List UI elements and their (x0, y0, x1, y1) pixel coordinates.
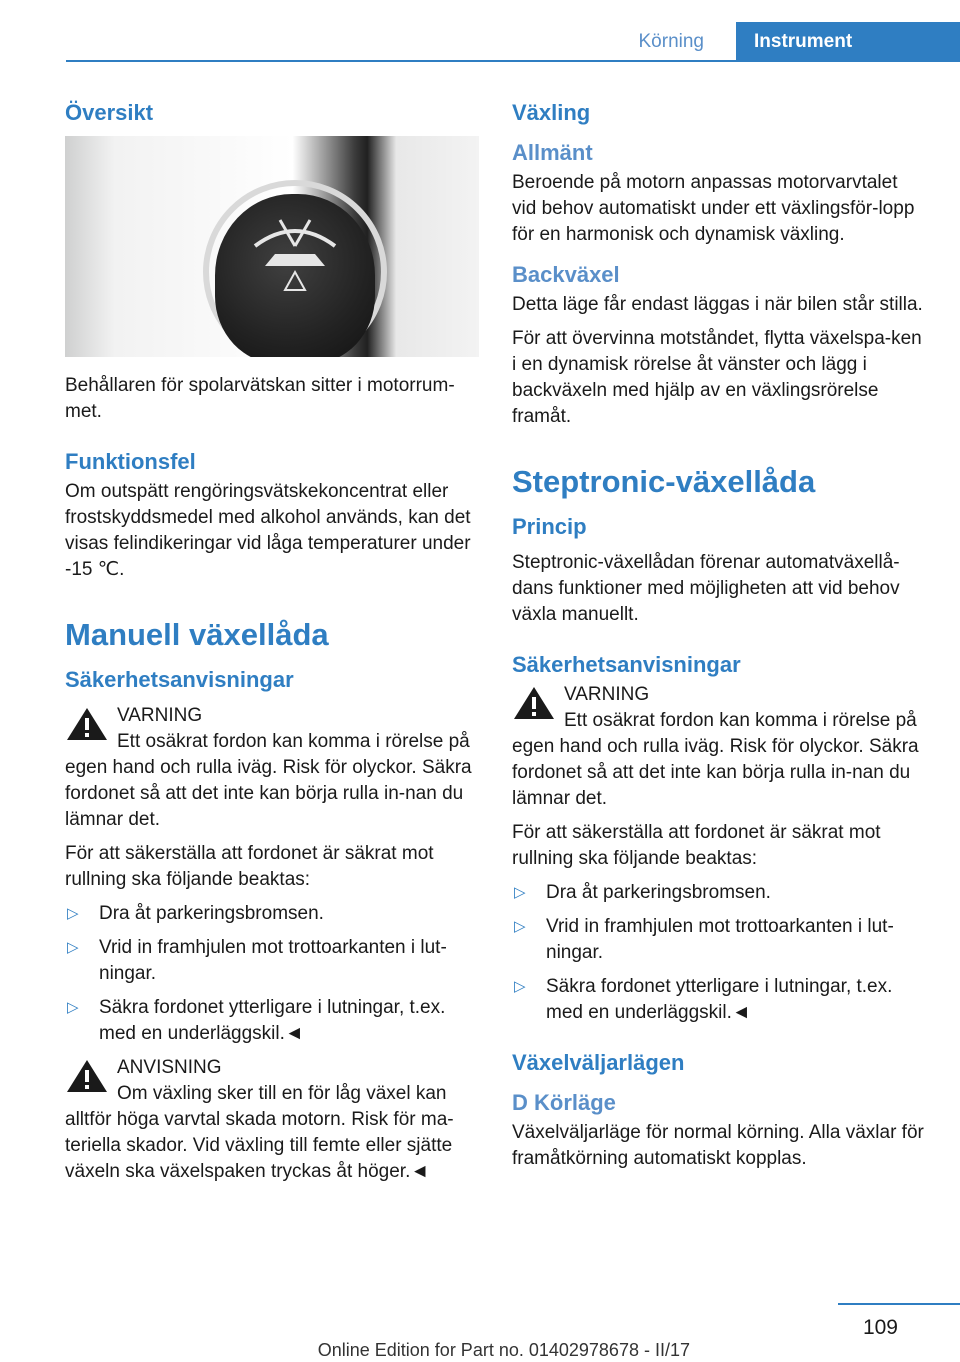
precaution-list-right (512, 880, 927, 1026)
list-item: ▷ Vrid in framhjulen mot trottoarkanten i lut-ningar. (67, 937, 447, 984)
safety-heading: Säkerhetsanvisningar (65, 667, 294, 692)
washer-fluid-cap-photo (65, 136, 479, 357)
warning-triangle-icon (65, 706, 109, 742)
principle-text: Steptronic-växellådan förenar automatväxellå-dans funktioner med möjligheten att vid behov växla manuellt. (512, 552, 900, 625)
precaution-list (65, 901, 479, 1047)
manual-gearbox-heading: Manuell växellåda (65, 617, 329, 652)
header-rule (66, 60, 960, 62)
ensure-text-right: För att säkerställa att fordonet är säkrat mot rullning ska följande beaktas: (512, 822, 881, 869)
warning-triangle-icon (512, 685, 556, 721)
triangle-bullet-icon: ▷ (514, 884, 526, 901)
top-navigation (66, 22, 960, 62)
list-item: ▷ Säkra fordonet ytterligare i lutningar, t.ex. med en underläggskil.◄ (514, 976, 893, 1023)
list-item: ▷ Vrid in framhjulen mot trottoarkanten i lut-ningar. (514, 916, 894, 963)
warning-text: Ett osäkrat fordon kan komma i rörelse på egen hand och rulla iväg. Risk för olyckor. Säkra fordonet så att det inte kan börja rulla in-nan du lämnar det. (65, 731, 472, 830)
triangle-bullet-icon: ▷ (67, 999, 79, 1016)
warning-label: VARNING (117, 705, 203, 726)
triangle-bullet-icon: ▷ (67, 939, 79, 956)
left-column (65, 100, 479, 1193)
shifting-heading: Växling (512, 100, 591, 125)
safety-heading-right: Säkerhetsanvisningar (512, 652, 741, 677)
list-item: ▷ Dra åt parkeringsbromsen. (512, 880, 927, 906)
selector-heading: Växelväljarlägen (512, 1050, 685, 1075)
malfunction-text: Om outspätt rengöringsvätskekoncentrat eller frostskyddsmedel med alkohol används, kan det visas felindikeringar vid låga temperaturer under -15 ℃. (65, 481, 471, 580)
reverse-text-1: Detta läge får endast läggas i när bilen står stilla. (512, 294, 923, 315)
tab-instrument[interactable]: Instrument (736, 22, 960, 62)
notice-label: ANVISNING (117, 1057, 222, 1078)
ensure-text: För att säkerställa att fordonet är säkrat mot rullning ska följande beaktas: (65, 843, 434, 890)
malfunction-heading: Funktionsfel (65, 449, 196, 474)
list-item: ▷ Dra åt parkeringsbromsen. (65, 901, 479, 927)
page-number: 109 (862, 1316, 898, 1339)
warning-label-right: VARNING (564, 684, 650, 705)
reverse-text-2: För att övervinna motståndet, flytta växelspa-ken i en dynamisk rörelse åt vänster och lägg i backväxeln med hjälp av en växlingsrörelse framåt. (512, 328, 922, 427)
washer-symbol-icon (245, 206, 345, 296)
notice-triangle-icon (65, 1058, 109, 1094)
triangle-bullet-icon: ▷ (514, 978, 526, 995)
triangle-bullet-icon: ▷ (514, 918, 526, 935)
overview-text: Behållaren för spolarvätskan sitter i motorrum-met. (65, 375, 455, 422)
footer-rule (838, 1303, 960, 1305)
tab-korning[interactable]: Körning (638, 31, 704, 52)
notice-block (65, 1055, 479, 1081)
steptronic-heading: Steptronic-växellåda (512, 464, 816, 499)
general-text: Beroende på motorn anpassas motorvarvtalet vid behov automatiskt under ett växlingsför-lopp för en harmonisk och dynamisk växling. (512, 172, 915, 245)
triangle-bullet-icon: ▷ (67, 905, 79, 922)
principle-heading: Princip (512, 514, 587, 539)
drive-text: Växelväljarläge för normal körning. Alla växlar för framåtkörning automatiskt kopplas. (512, 1122, 924, 1169)
list-item: ▷ Säkra fordonet ytterligare i lutningar, t.ex. med en underläggskil.◄ (67, 997, 446, 1044)
general-heading: Allmänt (512, 140, 593, 165)
reverse-heading: Backväxel (512, 262, 620, 287)
edition-text: Online Edition for Part no. 01402978678 - II/17 (317, 1340, 690, 1360)
notice-text: Om växling sker till en för låg växel kan alltför höga varvtal skada motorn. Risk för ma-teriella skador. Vid växling till femte eller sjätte växeln ska växelspaken tryckas åt höger.◄ (65, 1083, 454, 1182)
right-column (512, 100, 927, 1180)
overview-heading: Översikt (65, 100, 154, 125)
warning-block-right (512, 682, 927, 708)
drive-heading: D Körläge (512, 1090, 616, 1115)
warning-text-right: Ett osäkrat fordon kan komma i rörelse på egen hand och rulla iväg. Risk för olyckor. Säkra fordonet så att det inte kan börja rulla in-nan du lämnar det. (512, 710, 919, 809)
warning-block (65, 703, 479, 729)
